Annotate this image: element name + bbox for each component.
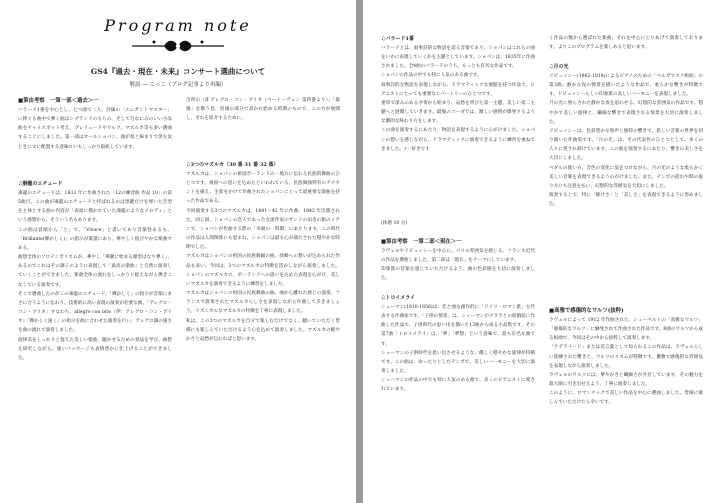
moon-heading: ♫月の光 bbox=[549, 64, 569, 70]
part2-intro: ラヴェルやドビュッシーを中心に、パリの雰囲気を感じる、フランス近代の作品を選曲しました。第二部は「現在」をテーマにしています。 印象派の音楽を感じていただけるよう、曲の色彩感を大切に演奏しました。 bbox=[381, 249, 535, 282]
col4-intro: く作品の数から選ばれた楽曲、それを中心にとりあげて演奏しております。よりこのプログラムを楽しめると思います。 bbox=[549, 36, 703, 51]
etude-text: 凍龍のエチュードは、1833 年に作曲された「12の練習曲 作品 10」の第5曲目。この曲が凍龍のエチュードと呼ばれるのは黒鍵だけを弾いた音型を主体とする曲の内容が「表面に描かれていた凍龍のようなメロディ」という感想から、そういう名もあります。 この曲は冒頭から「と」で、「Vivace」と書いてあり音楽性あるも、「Brillante(輝かしく)」の指示が楽譜にあり、華やしく煌びやかな楽曲である。 曲想全体のソロテンポリズムが、華やし「華麗に始まる顔型はなり弾く」、あるのでこれはその調子のように表現して「最高の楽曲」と自然に演奏していくことができました、楽曲全体の流れをしっかりと捉えながら弾きこなしている演奏です。 そこで選曲したのがこの凍龍のエチュード。「輝かしく」の指示が音楽にまさに合うように伝わり、技術的に高い表現の演奏が必要な曲、「アレグロ・コン・ブリオ」すなわち、allegro con brio（伊：アレグロ・コン・ブリオ）「輝かしく速く」の指示を曲に合わせた演奏を行い、アレグロ調の速さを曲の流れで演奏しました。 旋律美をしっかりと捉えた美しい楽曲。聴かせるための奏法を学び、曲想を研究しながら、速いパッセージも表情豊かに仕上げることができました。 bbox=[18, 191, 172, 361]
mazurka-text: マズルカは、ショパンの祖国ポーランドの一地方に伝わる民族的舞曲のひとつです。祖国への思いを込めたといわれている。民族舞曲特有のアクセントを備え、生涯をかけて作曲されたショパンにとって最重要な楽曲を持った作品である。 今回演奏する3つのマズルカは、1841〜42 年に作曲、1842 年出版された。同じ頃、ショパンの恋人であった女流作家のサンドの田舎の館のノアンで、ショパンが作曲する際の「幸福の一時期」にあたります。この時代の作品は人間関係にも恵まれ、ショパンは最も心が満たされた穏やかな時期でした。 マズルカはショパンの祖国の民族舞踊の曲。故郷への想いが込められた作品も多い。今回は、3つのマズルカの特徴を活かしながら演奏しました。ショパンのマズルカの、ポーランドへの思いを込めた表現を心がけ、美しいマズルカを演奏できるように練習をしました。 マズルカはショパンの祖国の民族舞曲の曲。曲から離れた感じの演奏、フランスで演奏されたマズルカらしさを表現しながら作曲して歩きましょう。リズミカルなマズルカの特徴を丁寧に表現しました。 私は、この3つのマズルカを自分で楽しむだけでなく、聴いていただく皆様にも楽しんでいただけるよう心を込めて演奏しました。マズルカの軽やかさと哀愁が伝わればと思います。 bbox=[186, 172, 340, 342]
waltz-text: ラヴェルによって 1912 年作曲された、シューベルトの「高雅なワルツ」「感傷的なワルツ」に触発されて作曲された作品です。8曲のワルツから成る組曲で、今回はその中から抜粋して演奏します。 「アデライード」または花言葉として知られるこの作品は、ラヴェルらしい洗練された響きと、ワルツのリズムが特徴です。優雅で感傷的な雰囲気を表現しながら演奏しました。 ラヴェルのワルツには、華やかさと繊細さが共存しています。その魅力を最大限に引き出せるよう、丁寧に演奏しました。 このように、ロマンチックで美しい作品を中心に選曲しました。皆様に楽しんでいただけたら幸いです。 bbox=[549, 318, 703, 406]
mazurka-heading: ♫3つのマズルカ（30 番 31 番 32 番） bbox=[186, 162, 279, 168]
left-col-2 bbox=[186, 96, 340, 470]
col2-intro: 出所の（II アレグロ・コン・ブリオ（ベートーヴェン 第四番より）」「最後」を歌う旨、冒頭の部分で書かれ始める時期のもので、この方が展開し、それを紹介するために、 bbox=[186, 98, 340, 122]
program-title: Program note bbox=[104, 16, 252, 35]
right-col-2 bbox=[549, 34, 703, 466]
intermission-note: (休憩 10 分) bbox=[381, 221, 408, 226]
moon-text: ドビュッシー(1862-1918)によるピアノのための「ベルガマスク組曲」の第3曲。静かな夜の情景を描いたような作品で、柔らかな響きが特徴です。ドビュッシーらしい印象派の美しいハーモニーを表現しました。 月の光に照らされた静かな夜を思わせる、幻想的な雰囲気の作品です。穏やかで美しい旋律と、繊細な響きで表現される情景を大切に演奏しました。 ドビュッシーは、色彩豊かな和声と独特の響きで、新しい音楽の世界を切り開いた作曲家です。「月の光」は、その代表作のひとつとして、多くの人々に愛され続けています。この曲を演奏するにあたり、響きの美しさを大切にしました。 ペダルの使い方、音色の変化に気をつけながら、月の光のような柔らかく美しい音楽を表現できるよう心がけました。また、テンポの揺れや間の取り方にも注意を払い、幻想的な雰囲気を大切にしました。 演奏する上で、特に「静けさ」と「美しさ」を表現できるように努めました。 bbox=[549, 74, 703, 208]
traumerei-text: シューマン(1810-1856)は、恋と曲を創作的に「ドイツ・ロマン派」を代表する作曲家です。「子供の情景」は、シューマンがクララとの結婚前に作曲した作品で、子供時代の思い出を描いた13曲から成る小品集です。その第7曲「トロイメライ」は、「夢」「夢想」という意味で、最も有名な曲です。 シューマンの子供時代を思い出させるような、優しく穏やかな旋律が特徴です。この曲は、ゆったりとしたテンポで、美しいハーモニーを大切に演奏しました。 シューマンの作品の中でも特に人気のある曲で、多くのピアニストに愛されています。 bbox=[381, 305, 535, 393]
ballade-heading: ♫バラード1番 bbox=[381, 36, 414, 42]
part1-intro: バラード1番を中心とし、七つ曲で〈人」評価の「エレガントマスター」に捧ぐる曲中で弾く曲はシプランドのもちの、そして行なにみのいい小品曲をチャイスポット考え、プレリュードやワルツ、マズルカ等も多い選曲することにしました。第一部はオールショパン。曲が奏と線まりで余を気ときに文に配置する意味ロいもしっかり取組しています。 bbox=[18, 108, 172, 150]
left-col-1 bbox=[18, 96, 172, 479]
right-col-1 bbox=[381, 34, 535, 453]
section-head-part1: ■第由考察 一第一部＜過去＞一 bbox=[18, 98, 99, 104]
waltz-heading: ■高雅で感傷的なワルツ(抜粋) bbox=[549, 308, 624, 314]
left-page bbox=[0, 0, 356, 503]
doc-subtitle: GS4『過去・現在・未来』コンサート選曲について bbox=[90, 67, 266, 76]
ornament-icon bbox=[14, 37, 342, 55]
right-page bbox=[363, 0, 722, 503]
section-head-part2: ■第由考察 一第二部＜現在＞一 bbox=[381, 239, 462, 245]
doc-author: 解説 ― こっこ（ブログ記事より再編） bbox=[129, 82, 227, 88]
etude-heading: ♫胴龍のエチュード bbox=[18, 181, 63, 187]
ballade-text: バラードとは、叙事詩的な物語を語る音楽であり、ショパンはこれらの曲をいかに表現していくかを主題としています。ショパンは、1835年に作曲されました。全4曲のバラードのうち、もっとも有名な作品です。 ショパンの作品の中でも特に人気のある曲です。 叙事詩的な物語を表現しながら、ドラマティックな展開を持つ作品で、ピアニストにとっても重要なレパートリーのひとつです。 重厚で深みのある序奏から始まり、哀愁を帯びた第一主題、美しい第二主題へと展開していきます。最後のコーダでは、激しい感情が爆発するような劇的な終わり方をします。 この曲を演奏するにあたり、物語を表現するように心がけました。ショパンの想いを感じながら、ドラマティックに演奏できるように練習を重ねてきました。♪一好きです bbox=[381, 46, 535, 152]
ornament-divider bbox=[14, 37, 342, 55]
traumerei-heading: ♫トロイメライ bbox=[381, 295, 416, 301]
